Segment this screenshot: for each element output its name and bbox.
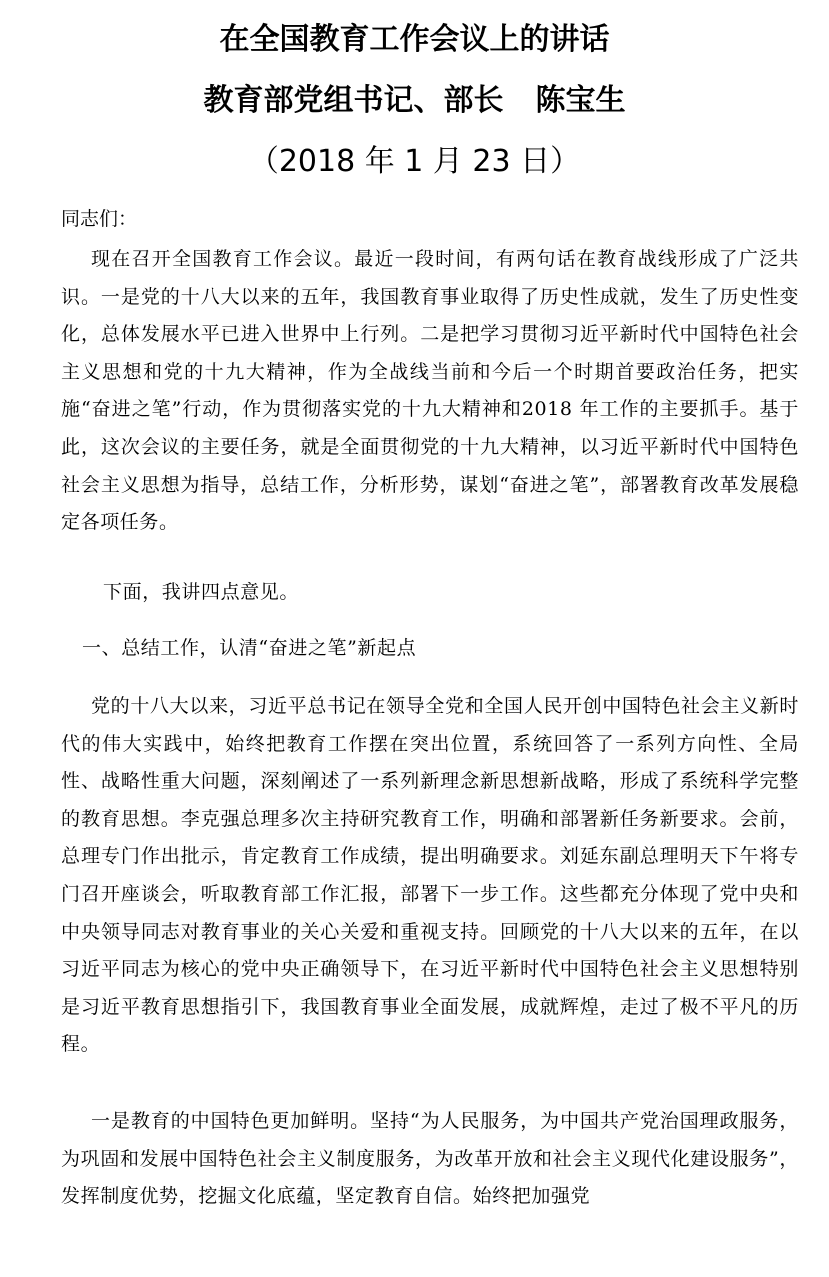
- speech-date: （2018 年 1 月 23 日）: [248, 144, 581, 179]
- section-heading: 一、总结工作，认清“奋进之笔”新起点: [82, 637, 417, 659]
- paragraph-review: 党的十八大以来，习近平总书记在领导全党和全国人民开创中国特色社会主义新时代的伟大实践中，始终把教育工作摆在突出位置，系统回答了一系列方向性、全局性、战略性重大问题，深刻阐述了一系列新理念新思想新战略，形成了系统科学完整的教育思想。李克强总理多次主持研究教育工作，明确和部署新任务新要求。会前，总理专门作出批示，肯定教育工作成绩，提出明确要求。刘延东副总理明天下午将专门召开座谈会，听取教育部工作汇报，部署下一步工作。这些都充分体现了党中央和中央领导同志对教育事业的关心关爱和重视支持。回顾党的十八大以来的五年，在以习近平同志为核心的党中央正确领导下，在习近平新时代中国特色社会主义思想特别是习近平教育思想指引下，我国教育事业全面发展，成就辉煌，走过了极不平凡的历程。: [61, 695, 799, 1056]
- speaker-line: [0, 81, 829, 121]
- paragraph-four-points: 下面，我讲四点意见。: [103, 581, 300, 603]
- speaker-title: 教育部党组书记、部长: [203, 83, 504, 118]
- paragraph-intro: 现在召开全国教育工作会议。最近一段时间，有两句话在教育战线形成了广泛共识。一是党的十八大以来的五年，我国教育事业取得了历史性成就，发生了历史性变化，总体发展水平已进入世界中上行列。二是把学习贯彻习近平新时代中国特色社会主义思想和党的十九大精神，作为全战线当前和今后一个时期首要政治任务，把实施“奋进之笔”行动，作为贯彻落实党的十九大精神和2018 年工作的主要抓手。基于此，这次会议的主要任务，就是全面贯彻党的十九大精神，以习近平新时代中国特色社会主义思想为指导，总结工作，分析形势，谋划“奋进之笔”，部署教育改革发展稳定各项任务。: [61, 248, 799, 534]
- paragraph-first-point: 一是教育的中国特色更加鲜明。坚持“为人民服务，为中国共产党治国理政服务，为巩固和发展中国特色社会主义制度服务，为改革开放和社会主义现代化建设服务”，发挥制度优势，挖掘文化底蕴，坚定教育自信。始终把加强党: [61, 1110, 799, 1208]
- document-title: 在全国教育工作会议上的讲话: [219, 22, 610, 57]
- speaker-name: 陈宝生: [535, 83, 626, 118]
- salutation: 同志们：: [61, 208, 138, 230]
